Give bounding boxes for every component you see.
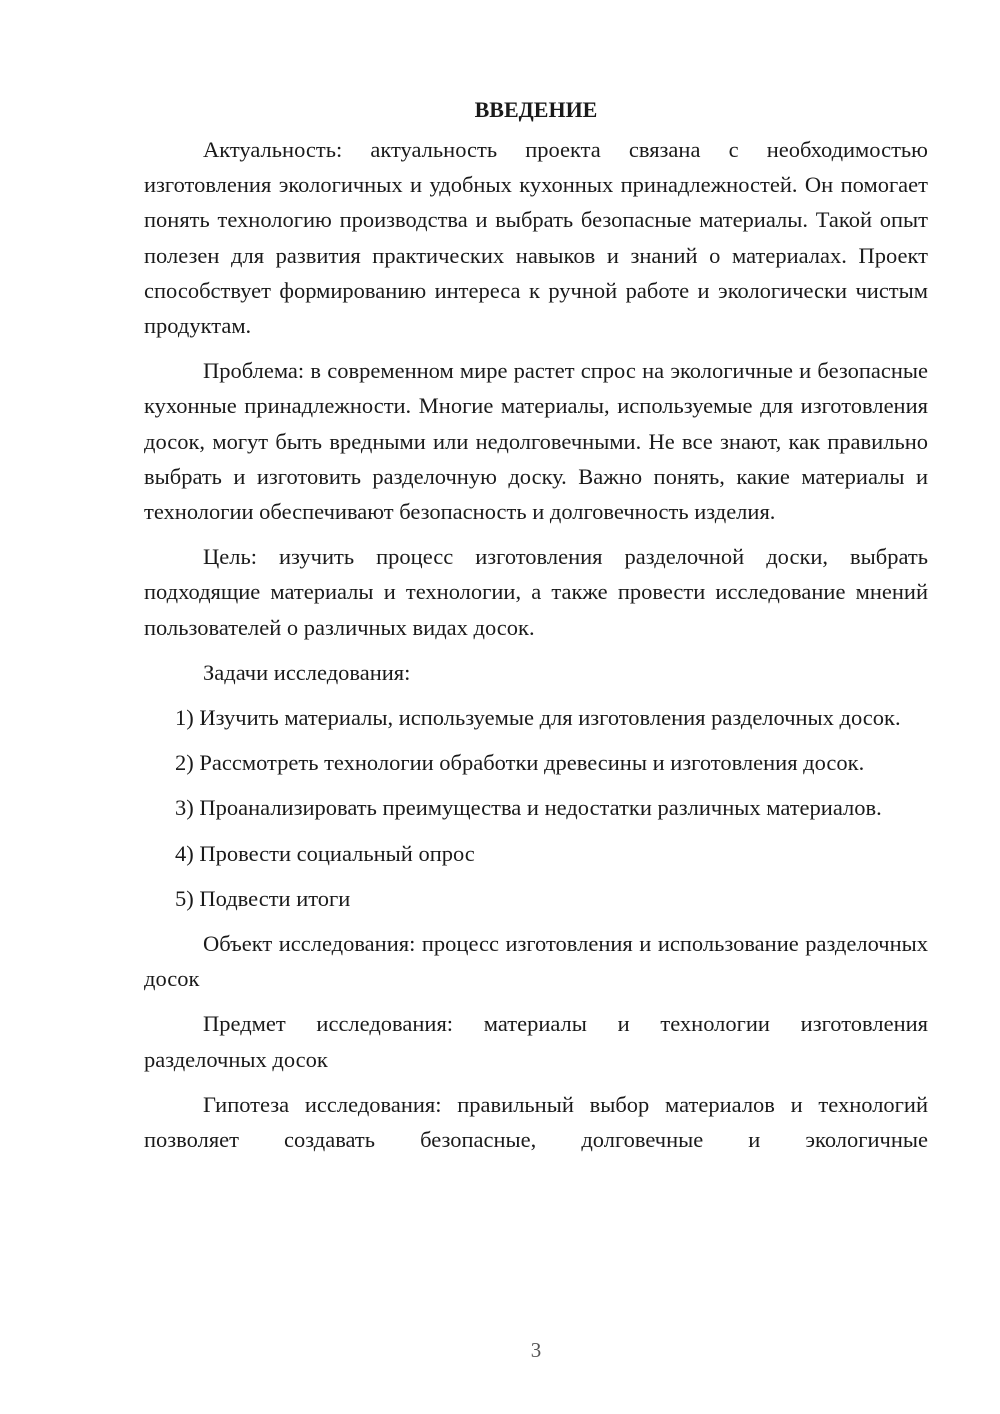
paragraph-goal: Цель: изучить процесс изготовления разделочной доски, выбрать подходящие материалы и технологии, а также провести исследование мнений пользователей о различных видах досок.: [144, 544, 928, 640]
page-number: 3: [530, 1338, 542, 1362]
tasks-heading: Задачи исследования:: [203, 659, 411, 685]
task-item-1: 1) Изучить материалы, используемые для изготовления разделочных досок.: [175, 705, 901, 731]
paragraph-hypothesis: Гипотеза исследования: правильный выбор материалов и технологий позволяет создавать безопасные, долговечные и экологичные: [144, 1091, 928, 1153]
paragraph-object: Объект исследования: процесс изготовления и использование разделочных досок: [144, 931, 928, 992]
paragraph-subject: Предмет исследования: материалы и технологии изготовления разделочных досок: [144, 1011, 928, 1072]
task-item-5: 5) Подвести итоги: [175, 885, 351, 911]
task-item-4: 4) Провести социальный опрос: [175, 840, 475, 866]
section-title: ВВЕДЕНИЕ: [474, 97, 598, 122]
paragraph-problem: Проблема: в современном мире растет спрос на экологичные и безопасные кухонные принадлежности. Многие материалы, используемые для изготовления досок, могут быть вредными или недолговечными. Не все знают, как правильно выбрать и изготовить разделочную доску. Важно понять, какие материалы и технологии обеспечивают безопасность и долговечность изделия.: [144, 358, 928, 525]
task-item-2: 2) Рассмотреть технологии обработки древесины и изготовления досок.: [175, 750, 865, 776]
paragraph-relevance: Актуальность: актуальность проекта связана с необходимостью изготовления экологичных и удобных кухонных принадлежностей. Он помогает понять технологию производства и выбрать безопасные материалы. Такой опыт полезен для развития практических навыков и знаний о материалах. Проект способствует формированию интереса к ручной работе и экологически чистым продуктам.: [144, 137, 928, 339]
task-item-3: 3) Проанализировать преимущества и недостатки различных материалов.: [175, 795, 882, 821]
document-body: [144, 92, 928, 1167]
